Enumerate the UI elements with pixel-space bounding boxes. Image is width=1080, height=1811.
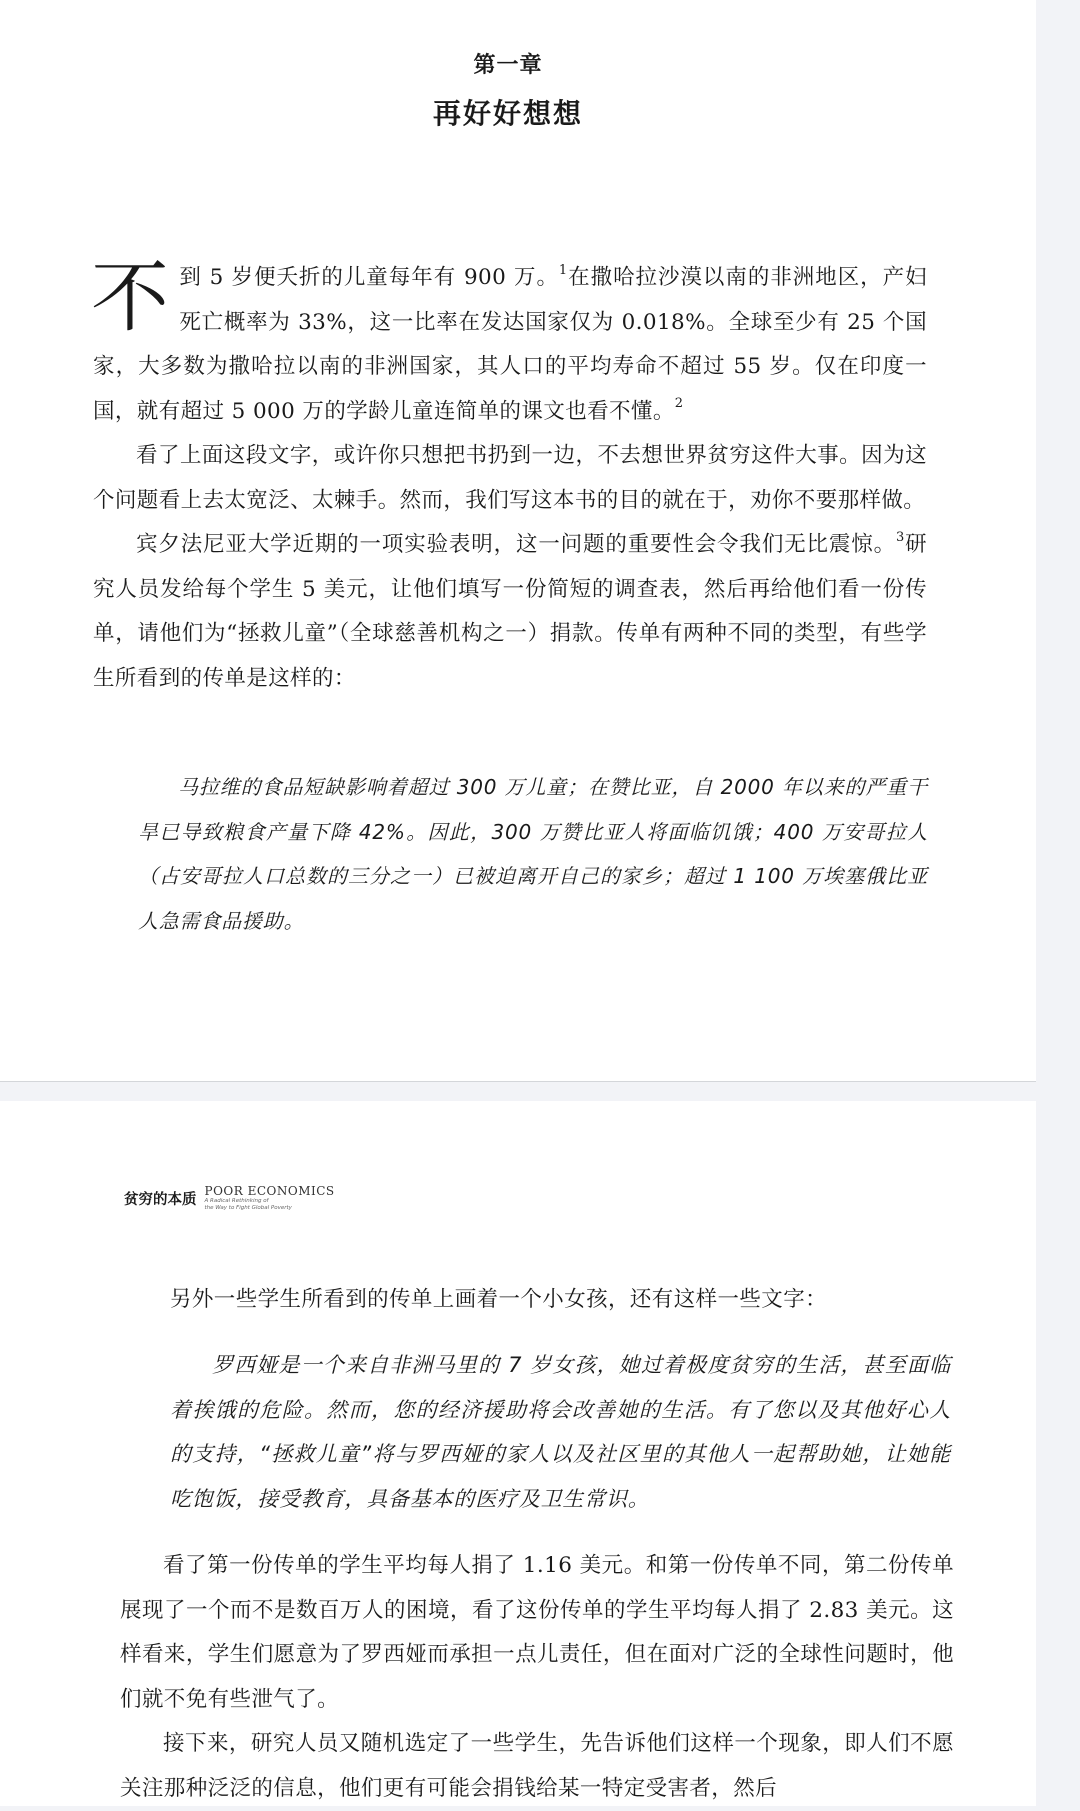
page-2-paragraph-2: 接下来，研究人员又随机选定了一些学生，先告诉他们这样一个现象，即人们不愿关注那种泛泛的信息，他们更有可能会捐钱给某一特定受害者，然后 <box>120 1731 954 1801</box>
page-2-paragraph-1: 看了第一份传单的学生平均每人捐了 1.16 美元。和第一份传单不同，第二份传单展现了一个而不是数百万人的困境，看了这份传单的学生平均每人捐了 2.83 美元。这样看来，学生们愿意为了罗西娅而承担一点儿责任，但在面对广泛的全球性问题时，他们就不免有些泄气了。 <box>120 1553 954 1712</box>
paragraph-3-text-b: 研究人员发给每个学生 5 美元，让他们填写一份简短的调查表，然后再给他们看一份传单，请他们为“拯救儿童”（全球慈善机构之一）捐款。传单有两种不同的类型，有些学生所看到的传单是这样的： <box>93 532 927 691</box>
page-2-intro-text: 另外一些学生所看到的传单上画着一个小女孩，还有这样一些文字： <box>170 1287 828 1312</box>
flyer-quote-2 <box>170 1343 951 1521</box>
page-2-intro <box>170 1278 960 1323</box>
paragraph-1-text-b: 在撒哈拉沙漠以南的非洲地区，产妇死亡概率为 33%，这一比率在发达国家仅为 0.018%。全球至少有 25 个国家，大多数为撒哈拉以南的非洲国家，其人口的平均寿命不超过 55 岁。仅在印度一国，就有超过 5 000 万的学龄儿童连简单的课文也看不懂。 <box>93 265 927 424</box>
flyer-quote-1 <box>138 765 928 943</box>
paragraph-2: 看了上面这段文字，或许你只想把书扔到一边，不去想世界贫穷这件大事。因为这个问题看上去太宽泛、太棘手。然而，我们写这本书的目的就在于，劝你不要那样做。 <box>93 443 927 513</box>
flyer-quote-2-text: 罗西娅是一个来自非洲马里的 7 岁女孩，她过着极度贫穷的生活，甚至面临着挨饿的危险。然而，您的经济援助将会改善她的生活。有了您以及其他好心人的支持，“拯救儿童”将与罗西娅的家人以及社区里的其他人一起帮助她，让她能吃饱饭，接受教育，具备基本的医疗及卫生常识。 <box>170 1353 951 1511</box>
paragraph-3 <box>93 523 927 701</box>
footnote-ref-2[interactable]: 2 <box>674 396 684 412</box>
footnote-ref-3[interactable]: 3 <box>895 529 905 545</box>
paragraph-3-text-a: 宾夕法尼亚大学近期的一项实验表明，这一问题的重要性会令我们无比震惊。 <box>136 532 896 557</box>
chapter-title: 再好好想想 <box>432 97 583 130</box>
flyer-quote-1-text: 马拉维的食品短缺影响着超过 300 万儿童；在赞比亚，自 2000 年以来的严重干旱已导致粮食产量下降 42%。因此，300 万赞比亚人将面临饥饿；400 万安哥拉人（占安哥拉人口总数的三分之一）已被迫离开自己的家乡；超过 1 100 万埃塞俄比亚人急需食品援助。 <box>138 775 928 933</box>
paragraph-1 <box>91 253 927 434</box>
paragraph-1-text-a: 到 5 岁便夭折的儿童每年有 900 万。 <box>179 265 559 290</box>
running-head <box>124 1184 335 1212</box>
footnote-ref-1[interactable]: 1 <box>558 262 568 278</box>
page-2-body-text <box>120 1544 954 1811</box>
running-head-english-title: POOR ECONOMICS <box>204 1184 335 1198</box>
drop-cap: 不 <box>91 253 170 343</box>
running-head-english <box>205 1184 335 1212</box>
running-head-english-subtitle-1: A Radical Rethinking of <box>204 1198 269 1204</box>
chapter-body-text <box>91 253 927 701</box>
running-head-english-subtitle-2: the Way to Fight Global Poverty <box>204 1205 292 1211</box>
running-head-book-title: 贫穷的本质 <box>124 1190 197 1208</box>
chapter-label: 第一章 <box>473 53 543 78</box>
